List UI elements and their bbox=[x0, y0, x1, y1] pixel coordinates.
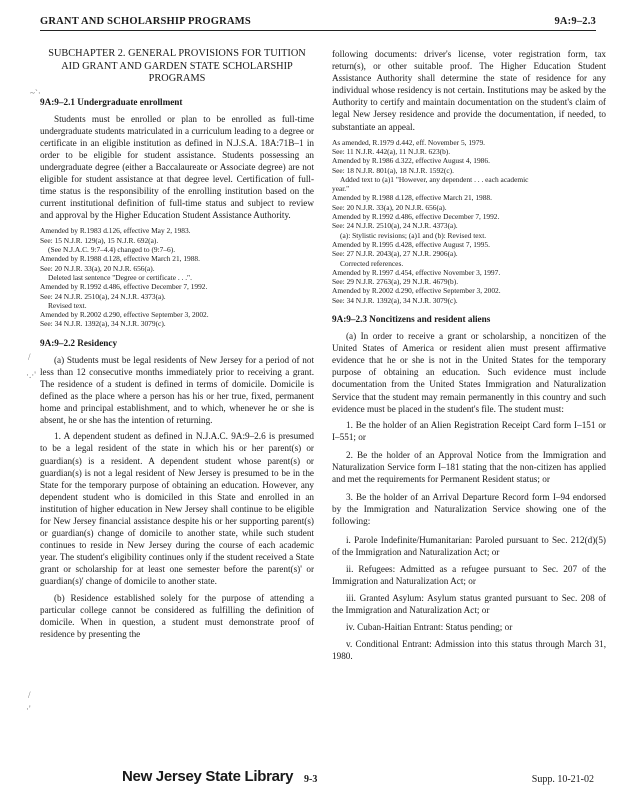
margin-mark: / bbox=[28, 352, 31, 362]
history-line: Amended by R.1986 d.322, effective August 4, 1986. bbox=[332, 156, 490, 166]
section-2-1-history bbox=[40, 226, 314, 328]
margin-mark: ·' bbox=[26, 704, 31, 714]
history-line: Amended by R.1983 d.126, effective May 2, 1983. bbox=[40, 226, 191, 236]
history-line: Amended by R.1997 d.454, effective November 3, 1997. bbox=[332, 267, 501, 277]
list-item: 3. Be the holder of an Arrival Departure Record form I–94 endorsed by the Immigration and Naturalization Service showing one of the following: bbox=[332, 492, 606, 527]
list-item: 1. Be the holder of an Alien Registration Receipt Card form I–151 or I–551; or bbox=[332, 419, 606, 442]
section-2-3-para-a: (a) In order to receive a grant or scholarship, a noncitizen of the United States of America or resident alien must present affirmative evidence that he or she is not in the United States for the temporary purpose of obtaining an education. Such evidence must include documentation from the United States Immigration and Naturalization Service that the student may remain permanently in this country and such evidence must be placed in the student's file. The student must: bbox=[332, 331, 606, 414]
header-title: GRANT AND SCHOLARSHIP PROGRAMS bbox=[40, 16, 251, 27]
history-line: Added text to (a)1 "However, any dependent . . . each academic bbox=[340, 174, 529, 184]
history-line: Corrected references. bbox=[340, 258, 404, 268]
sub-list-item: iv. Cuban-Haitian Entrant: Status pending; or bbox=[346, 622, 513, 633]
history-line: Deleted last sentence "Degree or certificate . . .". bbox=[48, 272, 192, 282]
sub-list-item: i. Parole Indefinite/Humanitarian: Paroled pursuant to Sec. 212(d)(5) of the Immigration and Naturalization Act; or bbox=[332, 534, 606, 557]
margin-mark: ~`· bbox=[30, 88, 41, 98]
sub-list-item: ii. Refugees: Admitted as a refugee pursuant to Sec. 207 of the Immigration and Naturalization Act; or bbox=[332, 563, 606, 586]
history-line: See: 20 N.J.R. 33(a), 20 N.J.R. 656(a). bbox=[332, 202, 447, 212]
history-line: See: 24 N.J.R. 2510(a), 24 N.J.R. 4373(a). bbox=[40, 291, 166, 301]
section-heading-2-1: 9A:9–2.1 Undergraduate enrollment bbox=[40, 96, 183, 107]
history-line: As amended, R.1979 d.442, eff. November 5, 1979. bbox=[332, 137, 485, 147]
history-line: See: 34 N.J.R. 1392(a), 34 N.J.R. 3079(c). bbox=[332, 295, 458, 305]
margin-mark: / bbox=[28, 690, 31, 700]
history-line: Amended by R.1995 d.428, effective August 7, 1995. bbox=[332, 239, 490, 249]
section-2-2-para-a: (a) Students must be legal residents of New Jersey for a period of not less than 12 consecutive months immediately prior to receiving a grant. The residence of a student is defined in terms of domicile. Domicile is defined as the place where a person has his or her true, fixed, permanent home and principal establishment, and to which, whenever he or she is absent, he or she has the intention of returning. bbox=[40, 354, 314, 426]
history-line: See: 29 N.J.R. 2763(a), 29 N.J.R. 4679(b). bbox=[332, 277, 459, 287]
history-line: Amended by R.1988 d.128, effective March 21, 1988. bbox=[332, 193, 492, 203]
page-number: 9-3 bbox=[304, 774, 318, 785]
history-line: Amended by R.2002 d.290, effective September 3, 2002. bbox=[40, 310, 209, 320]
section-2-1-body: Students must be enrolled or plan to be enrolled as full-time undergraduate students matriculated in a curriculum leading to a degree or certificate in an eligible institution as defined in N.J.S.A. 18A:71B–1 in order to be eligible for student assistance. Students possessing an undergraduate degree (either a Baccalaureate or Associate degree) are not eligible for student assistance at that degree level. Certification of full-time status is the responsibility of the enrolling institution based on the current institutional definition of full-time status and subject to review and approval by the Higher Education Student Assistance Authority. bbox=[40, 113, 314, 221]
history-line: Amended by R.1992 d.486, effective December 7, 1992. bbox=[332, 212, 500, 222]
sub-list-item: v. Conditional Entrant: Admission into this status through March 31, 1980. bbox=[332, 639, 606, 662]
right-column bbox=[332, 48, 606, 667]
header-rule bbox=[40, 30, 596, 31]
section-2-2-para-b: (b) Residence established solely for the purpose of attending a particular college cannot be considered as fulfilling the definition of domicile. When in question, a student must demonstrate proof of residence by presenting the bbox=[40, 592, 314, 639]
supplement-date: Supp. 10-21-02 bbox=[531, 774, 594, 785]
section-2-2-history bbox=[332, 138, 606, 305]
section-heading-2-3: 9A:9–2.3 Noncitizens and resident aliens bbox=[332, 314, 491, 324]
history-line: Amended by R.1992 d.486, effective December 7, 1992. bbox=[40, 282, 208, 292]
history-line: Amended by R.1988 d.128, effective March 21, 1988. bbox=[40, 254, 200, 264]
header-section-number: 9A:9–2.3 bbox=[554, 16, 596, 27]
chapter-title: SUBCHAPTER 2. GENERAL PROVISIONS FOR TUITION AID GRANT AND GARDEN STATE SCHOLARSHIP PROGRAMS bbox=[48, 48, 306, 84]
sub-list-item: iii. Granted Asylum: Asylum status granted pursuant to Sec. 208 of the Immigration and Naturalization Act; or bbox=[332, 592, 606, 615]
history-line: See: 34 N.J.R. 1392(a), 34 N.J.R. 3079(c). bbox=[40, 319, 166, 329]
history-line: year." bbox=[332, 184, 350, 194]
left-column bbox=[40, 48, 314, 644]
section-heading-2-2: 9A:9–2.2 Residency bbox=[40, 337, 118, 348]
margin-mark: ·.·' bbox=[26, 370, 36, 380]
history-line: Amended by R.2002 d.290, effective September 3, 2002. bbox=[332, 286, 501, 296]
history-line: See: 20 N.J.R. 33(a), 20 N.J.R. 656(a). bbox=[40, 263, 155, 273]
history-line: See: 18 N.J.R. 801(a), 18 N.J.R. 1592(c). bbox=[332, 165, 454, 175]
running-header bbox=[40, 10, 596, 30]
history-line: (See N.J.A.C. 9:7–4.4) changed to (9:7–6). bbox=[48, 245, 176, 255]
history-line: Revised text. bbox=[48, 300, 87, 310]
section-2-2-para-b-continued: following documents: driver's license, voter registration form, tax return(s), or other suitable proof. The Higher Education Student Assistance Authority shall determine the state of residence for any individual whose residency is not certain. Institutions may be asked by the Authority to certify and maintain documentation on the student's claim of legal New Jersey residence and provide the documentation, if needed, to substantiate an appeal. bbox=[332, 49, 606, 132]
history-line: See: 27 N.J.R. 2043(a), 27 N.J.R. 2906(a). bbox=[332, 249, 458, 259]
section-2-2-para-a1: 1. A dependent student as defined in N.J.A.C. 9A:9–2.6 is presumed to be a legal resident of the state in which his or her parent(s) or guardian(s) is a resident. A dependent student whose parent(s) or guardian(s) is not a legal resident of New Jersey is presumed to be in the State for the temporary purpose of obtaining an education. However, any dependent student who is domiciled in this State and enrolled in an institution of higher education in New Jersey shall continue to be eligible for New Jersey financial assistance despite his or her supporting parent(s) or guardian(s) change of domicile to another state, while such student continues to reside in New Jersey during the course of each academic year. The student's eligibility continues only if the student received a State grant or scholarship for at least one semester before the parent(s)' or guardian(s)' change of domicile to another state. bbox=[40, 431, 314, 587]
history-line: See: 15 N.J.R. 129(a), 15 N.J.R. 692(a). bbox=[40, 235, 159, 245]
history-line: (a): Stylistic revisions; (a)1 and (b): Revised text. bbox=[340, 230, 487, 240]
list-item: 2. Be the holder of an Approval Notice from the Immigration and Naturalization Service form I–181 stating that the non-citizen has applied and met the requirements for Permanent Resident status; or bbox=[332, 449, 606, 485]
library-watermark: New Jersey State Library bbox=[122, 768, 294, 785]
history-line: See: 24 N.J.R. 2510(a), 24 N.J.R. 4373(a). bbox=[332, 221, 458, 231]
history-line: See: 11 N.J.R. 442(a), 11 N.J.R. 623(b). bbox=[332, 146, 451, 156]
